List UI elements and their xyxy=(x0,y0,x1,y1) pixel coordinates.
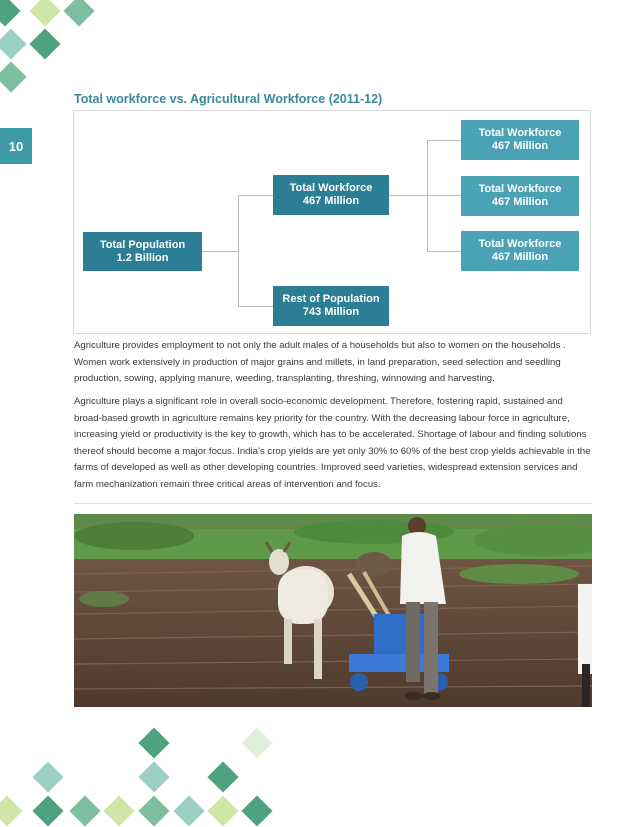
node-value: 467 Million xyxy=(491,196,549,208)
decor-diamond xyxy=(0,61,27,92)
connector xyxy=(389,195,427,196)
decor-diamond xyxy=(0,28,27,59)
connector xyxy=(238,195,239,307)
body-paragraph-1: Agriculture provides employment to not only the adult males of a households but also to women on the households . Women work extensively in production of major grains and millets, in land preparation, seed selection and seedling production, sowing, applying manure, weeding, transplanting, threshing, winnowing and harvesting. xyxy=(74,340,566,384)
node-value: 467 Million xyxy=(491,251,549,263)
decor-diamond xyxy=(173,795,204,826)
decor-diamond xyxy=(69,795,100,826)
node-value: 467 Million xyxy=(491,140,549,152)
connector xyxy=(427,140,461,141)
decor-diamond xyxy=(29,28,60,59)
decor-diamond xyxy=(32,795,63,826)
farm-photo-illustration xyxy=(74,514,592,707)
node-label: Total Population xyxy=(99,238,186,251)
divider xyxy=(74,503,592,504)
decor-diamond xyxy=(207,761,238,792)
decor-diamond xyxy=(241,795,272,826)
connector xyxy=(427,251,461,252)
node-label: Rest of Population xyxy=(282,293,380,305)
node-rest-of-population xyxy=(273,286,389,326)
node-label: Total Workforce xyxy=(478,183,562,195)
decor-diamond xyxy=(0,795,23,826)
connector xyxy=(238,195,273,196)
decor-diamond xyxy=(207,795,238,826)
chart-title: Total workforce vs. Agricultural Workforce (2011-12) xyxy=(74,92,383,106)
farm-photo xyxy=(74,514,592,707)
node-label: Total Workforce xyxy=(478,127,562,139)
node-total-workforce-right-2 xyxy=(461,176,579,216)
decor-diamond xyxy=(63,0,94,27)
node-value: 1.2 Billion xyxy=(116,251,169,264)
node-label: Total Workforce xyxy=(289,182,373,194)
decor-diamond xyxy=(241,727,272,758)
node-total-population xyxy=(83,232,202,271)
decor-diamond xyxy=(138,795,169,826)
connector xyxy=(202,251,238,252)
decor-diamond xyxy=(0,0,21,27)
decor-diamond xyxy=(138,727,169,758)
decor-diamond xyxy=(32,761,63,792)
connector xyxy=(238,306,273,307)
connector xyxy=(427,140,428,252)
page-number-tab: 10 xyxy=(0,128,32,164)
node-value: 743 Million xyxy=(302,306,360,318)
body-paragraph-2: Agriculture plays a significant role in overall socio-economic development. Therefore, fostering rapid, sustained and broad-based growth in agriculture remains key priority for the country. With the decreasing labour force in agriculture, increasing yield or productivity is the key to growth, which has to be accelerated. Shortage of labour and finding solutions thereof should become a major focus. India’s crop yields are yet only 30% to 60% of the best crop yields achievable in the farms of developed as well as other developing countries. Improved seed varieties, widespread extension services and farm mechanization remain three critical areas of intervention and focus. xyxy=(74,396,591,490)
node-value: 467 Million xyxy=(302,195,360,207)
decor-diamond xyxy=(138,761,169,792)
node-total-workforce-mid xyxy=(273,175,389,215)
connector xyxy=(427,195,461,196)
node-label: Total Workforce xyxy=(478,238,562,250)
decor-diamond xyxy=(103,795,134,826)
node-total-workforce-right-3 xyxy=(461,231,579,271)
decor-diamond xyxy=(29,0,60,27)
node-total-workforce-right-1 xyxy=(461,120,579,160)
